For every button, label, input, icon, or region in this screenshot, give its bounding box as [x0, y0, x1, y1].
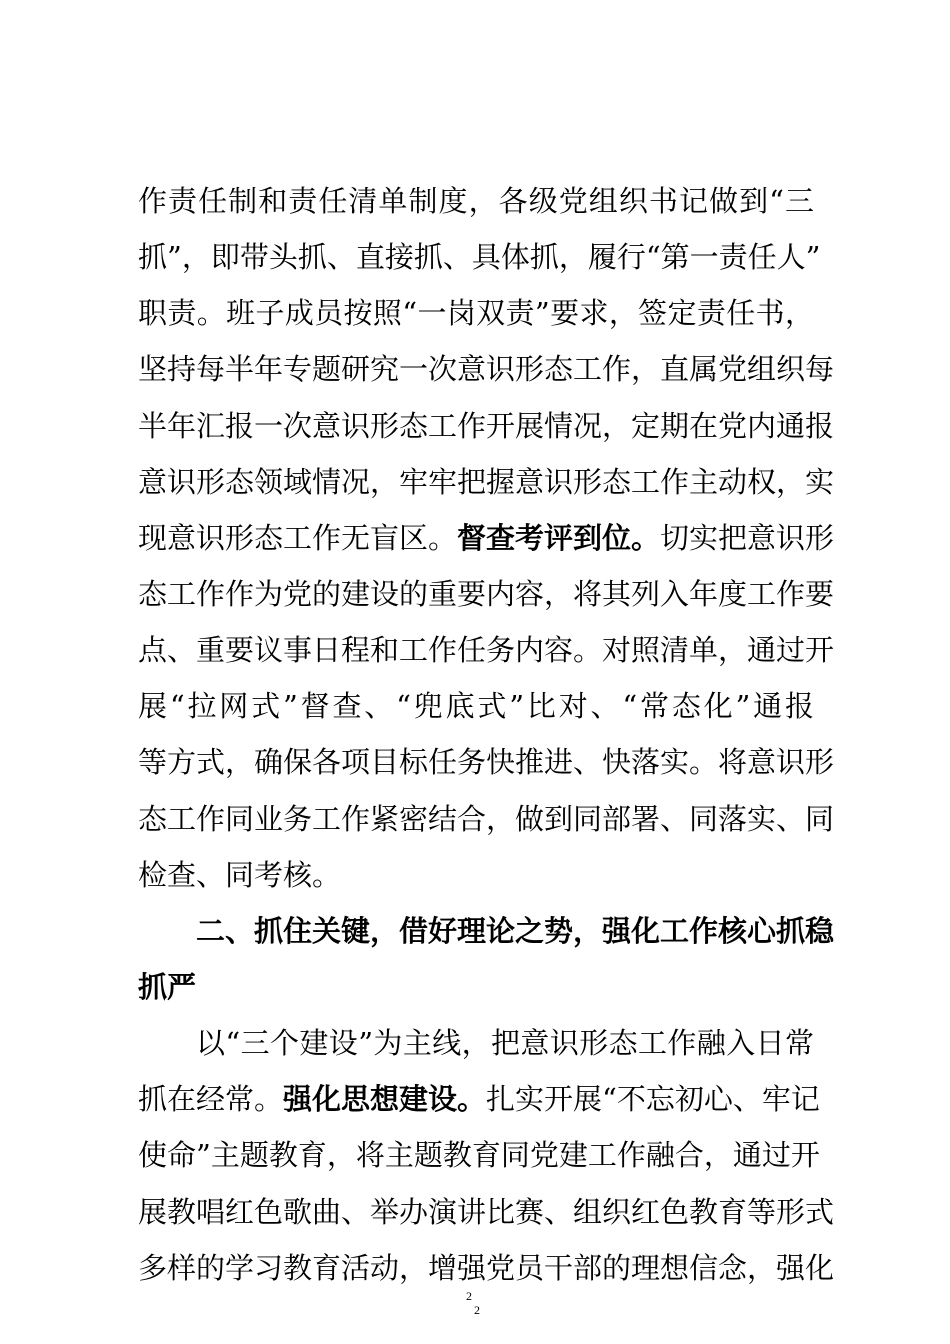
section-heading: 二、抓住关键，借好理论之势，强化工作核心抓稳 — [196, 914, 835, 948]
body-line: 检查、同考核。 — [138, 858, 342, 892]
section-heading-continued: 抓严 — [138, 970, 197, 1004]
body-line: 展“拉网式”督查、“兜底式”比对、“常态化”通报 — [138, 689, 814, 723]
body-line-with-bold — [138, 1075, 820, 1123]
body-line: 态工作同业务工作紧密结合，做到同部署、同落实、同 — [138, 802, 835, 836]
body-line: 以“三个建设”为主线，把意识形态工作融入日常 — [196, 1026, 814, 1060]
body-line: 半年汇报一次意识形态工作开展情况，定期在党内通报 — [138, 409, 835, 443]
body-line: 坚持每半年专题研究一次意识形态工作，直属党组织每 — [138, 352, 835, 386]
page-number-upper: 2 — [466, 1289, 472, 1303]
body-text: 切实把意识形 — [660, 521, 835, 555]
body-line: 多样的学习教育活动，增强党员干部的理想信念，强化 — [138, 1251, 835, 1285]
body-line: 意识形态领域情况，牢牢把握意识形态工作主动权，实 — [138, 465, 835, 499]
bold-subheading: 督查考评到位。 — [457, 521, 661, 555]
bold-subheading: 强化思想建设。 — [283, 1082, 487, 1116]
body-line: 等方式，确保各项目标任务快推进、快落实。将意识形 — [138, 745, 835, 779]
body-text: 现意识形态工作无盲区。 — [138, 521, 458, 555]
body-line: 作责任制和责任清单制度，各级党组织书记做到“三 — [138, 184, 814, 218]
body-line: 使命”主题教育，将主题教育同党建工作融合，通过开 — [138, 1138, 820, 1172]
body-text: 扎实开展“不忘初心、牢记 — [486, 1082, 820, 1116]
body-line: 点、重要议事日程和工作任务内容。对照清单，通过开 — [138, 633, 835, 667]
body-text: 抓在经常。 — [138, 1082, 284, 1116]
page-number-lower: 2 — [474, 1303, 480, 1317]
body-line: 抓”，即带头抓、直接抓、具体抓，履行“第一责任人” — [138, 240, 821, 274]
body-line: 态工作作为党的建设的重要内容，将其列入年度工作要 — [138, 577, 835, 611]
body-line: 职责。班子成员按照“一岗双责”要求，签定责任书， — [138, 296, 814, 330]
body-line: 展教唱红色歌曲、举办演讲比赛、组织红色教育等形式 — [138, 1195, 835, 1229]
body-line-with-bold — [138, 514, 835, 562]
